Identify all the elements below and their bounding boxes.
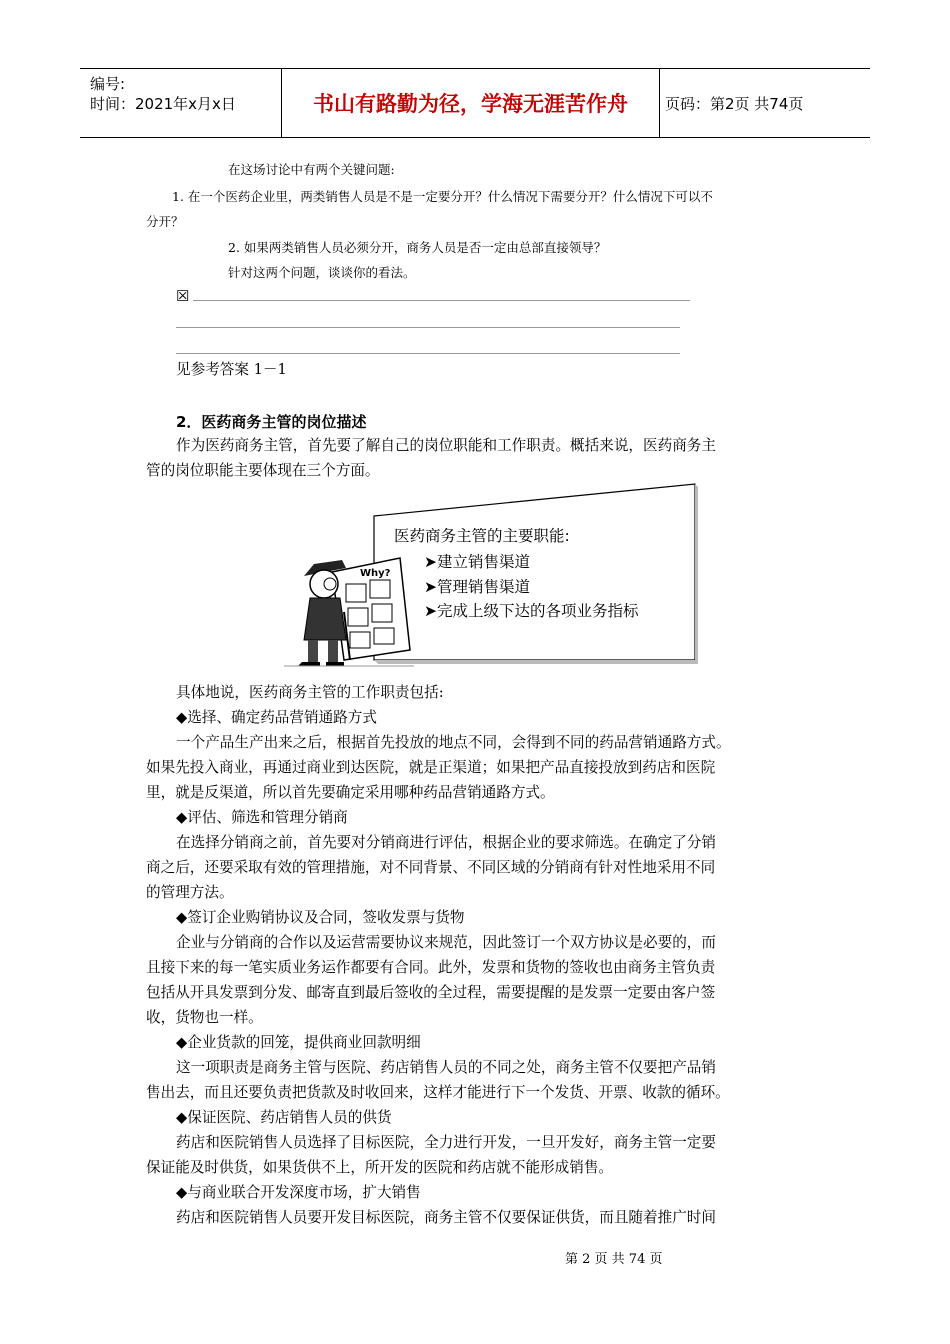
question-1-line2: 分开？ xyxy=(146,214,184,229)
header-meta xyxy=(80,69,281,137)
bullet-1-line1: 一个产品生产出来之后，根据首先投放的地点不同，会得到不同的药品营销通路方式。 xyxy=(176,734,731,751)
bullet-2: ◆评估、筛选和管理分销商 xyxy=(176,809,348,826)
duties-figure xyxy=(274,480,698,670)
discussion-intro: 在这场讨论中有两个关键问题: xyxy=(228,162,395,177)
figure-item-1: ➤建立销售渠道 xyxy=(424,553,530,571)
header-motto: 书山有路勤为径，学海无涯苦作舟 xyxy=(281,69,660,137)
discussion-prompt: 针对这两个问题，谈谈你的看法。 xyxy=(228,265,416,280)
checkbox-icon[interactable]: ☒ xyxy=(176,287,190,305)
bullet-3-line3: 包括从开具发票到分发、邮寄直到最后签收的全过程，需要提醒的是发票一定要由客户签 xyxy=(146,984,716,1001)
bullet-4: ◆企业货款的回笼，提供商业回款明细 xyxy=(176,1034,421,1051)
figure-title: 医药商务主管的主要职能: xyxy=(394,527,570,545)
bullet-5-line1: 药店和医院销售人员选择了目标医院，全力进行开发，一旦开发好，商务主管一定要 xyxy=(176,1134,716,1151)
figure-item-3: ➤完成上级下达的各项业务指标 xyxy=(424,602,639,620)
section-heading: 2．医药商务主管的岗位描述 xyxy=(176,413,367,431)
bullet-1: ◆选择、确定药品营销通路方式 xyxy=(176,709,377,726)
page-header xyxy=(80,68,870,138)
bullet-6: ◆与商业联合开发深度市场，扩大销售 xyxy=(176,1184,421,1201)
bullet-1-line3: 里，就是反渠道，所以首先要确定采用哪种药品营销通路方式。 xyxy=(146,784,555,801)
bullet-4-line2: 售出去，而且还要负责把货款及时收回来，这样才能进行下一个发货、开票、收款的循环。 xyxy=(146,1084,730,1101)
answer-reference: 见参考答案 1－1 xyxy=(176,361,287,378)
bullet-2-line2: 商之后，还要采取有效的管理措施，对不同背景、不同区域的分销商有针对性地采用不同 xyxy=(146,859,716,876)
bullet-2-line3: 的管理方法。 xyxy=(146,884,234,901)
board-text: Why? xyxy=(360,568,391,579)
answer-line-1[interactable] xyxy=(193,300,690,301)
bullet-6-line1: 药店和医院销售人员要开发目标医院，商务主管不仅要保证供货，而且随着推广时间 xyxy=(176,1209,716,1226)
bullet-5: ◆保证医院、药店销售人员的供货 xyxy=(176,1109,392,1126)
bullet-3-line4: 收，货物也一样。 xyxy=(146,1009,263,1026)
bullet-3-line2: 且接下来的每一笔实质业务运作都要有合同。此外，发票和货物的签收也由商务主管负责 xyxy=(146,959,716,976)
section-para-line1: 作为医药商务主管，首先要了解自己的岗位职能和工作职责。概括来说，医药商务主 xyxy=(176,437,716,454)
bullet-3: ◆签订企业购销协议及合同，签收发票与货物 xyxy=(176,909,465,926)
question-1-line1: 1. 在一个医药企业里，两类销售人员是不是一定要分开？什么情况下需要分开？什么情况下可以不 xyxy=(172,189,713,204)
figure-item-2: ➤管理销售渠道 xyxy=(424,578,530,596)
bullet-5-line2: 保证能及时供货，如果货供不上，所开发的医院和药店就不能形成销售。 xyxy=(146,1159,614,1176)
answer-line-2[interactable] xyxy=(176,327,680,328)
bullet-2-line1: 在选择分销商之前，首先要对分销商进行评估，根据企业的要求筛选。在确定了分销 xyxy=(176,834,716,851)
body-intro: 具体地说，医药商务主管的工作职责包括: xyxy=(176,684,444,701)
bullet-1-line2: 如果先投入商业，再通过商业到达医院，就是正渠道；如果把产品直接投放到药店和医院 xyxy=(146,759,716,776)
number-label: 编号: xyxy=(90,75,126,93)
section-para-line2: 管的岗位职能主要体现在三个方面。 xyxy=(146,462,380,479)
page-footer: 第 2 页 共 74 页 xyxy=(565,1252,663,1267)
answer-line-3[interactable] xyxy=(176,353,680,354)
header-page-label: 页码：第2页 共74页 xyxy=(665,95,804,113)
bullet-3-line1: 企业与分销商的合作以及运营需要协议来规范，因此签订一个双方协议是必要的，而 xyxy=(176,934,716,951)
question-2: 2. 如果两类销售人员必须分开，商务人员是否一定由总部直接领导？ xyxy=(228,240,607,255)
bullet-4-line1: 这一项职责是商务主管与医院、药店销售人员的不同之处，商务主管不仅要把产品销 xyxy=(176,1059,716,1076)
time-label: 时间：2021年x月x日 xyxy=(90,95,236,113)
